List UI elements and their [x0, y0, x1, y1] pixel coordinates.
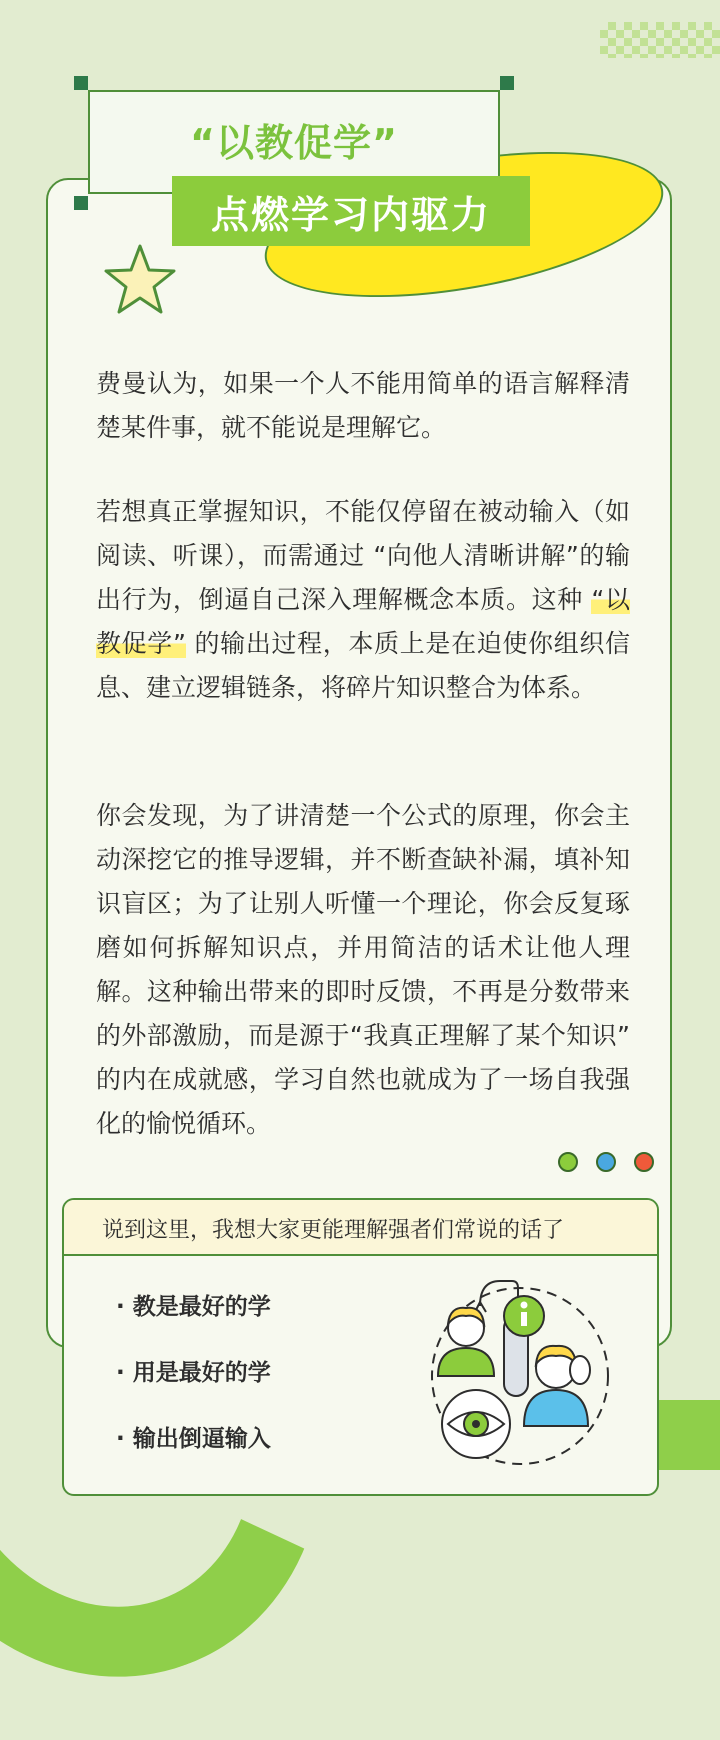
dot-red [634, 1152, 654, 1172]
paragraph-2-text-b: 的输出过程，本质上是在迫使你组织信息、建立逻辑链条，将碎片知识整合为体系。 [96, 629, 630, 702]
frame-corner-bottom-left [74, 196, 88, 210]
paragraph-2 [96, 490, 630, 710]
bullet-item-2: · 用是最好的学 [116, 1360, 271, 1386]
highlight-phrase: “以教促学” [96, 585, 630, 658]
page-title: “以教促学” [190, 121, 398, 165]
page-subtitle: 点燃学习内驱力 [210, 193, 491, 237]
learning-illustration-icon [420, 1276, 620, 1476]
frame-corner-top-left [74, 76, 88, 90]
panel-header-text: 说到这里，我想大家更能理解强者们常说的话了 [102, 1218, 565, 1243]
dot-green [558, 1152, 578, 1172]
dot-blue [596, 1152, 616, 1172]
bullet-item-3: · 输出倒逼输入 [116, 1426, 271, 1452]
paragraph-2-text-a: 若想真正掌握知识，不能仅停留在被动输入（如阅读、听课），而需通过 “向他人清晰讲解”的输出行为，倒逼自己深入理解概念本质。这种 [96, 497, 630, 614]
main-card [46, 178, 672, 1348]
paragraph-3: 你会发现，为了讲清楚一个公式的原理，你会主动深挖它的推导逻辑，并不断查缺补漏，填补知识盲区；为了让别人听懂一个理论，你会反复琢磨如何拆解知识点，并用简洁的话术让他人理解。这种输出带来的即时反馈，不再是分数带来的外部激励，而是源于“我真正理解了某个知识” 的内在成就感，学习自然也就成为了一场自我强化的愉悦循环。 [96, 801, 630, 1138]
bullet-item-1: · 教是最好的学 [116, 1294, 271, 1320]
paragraph-1: 费曼认为，如果一个人不能用简单的语言解释清楚某件事，就不能说是理解它。 [96, 369, 630, 442]
decorative-checker-pattern [600, 22, 720, 58]
frame-corner-top-right [500, 76, 514, 90]
panel-header [64, 1200, 657, 1256]
star-icon [100, 240, 180, 320]
